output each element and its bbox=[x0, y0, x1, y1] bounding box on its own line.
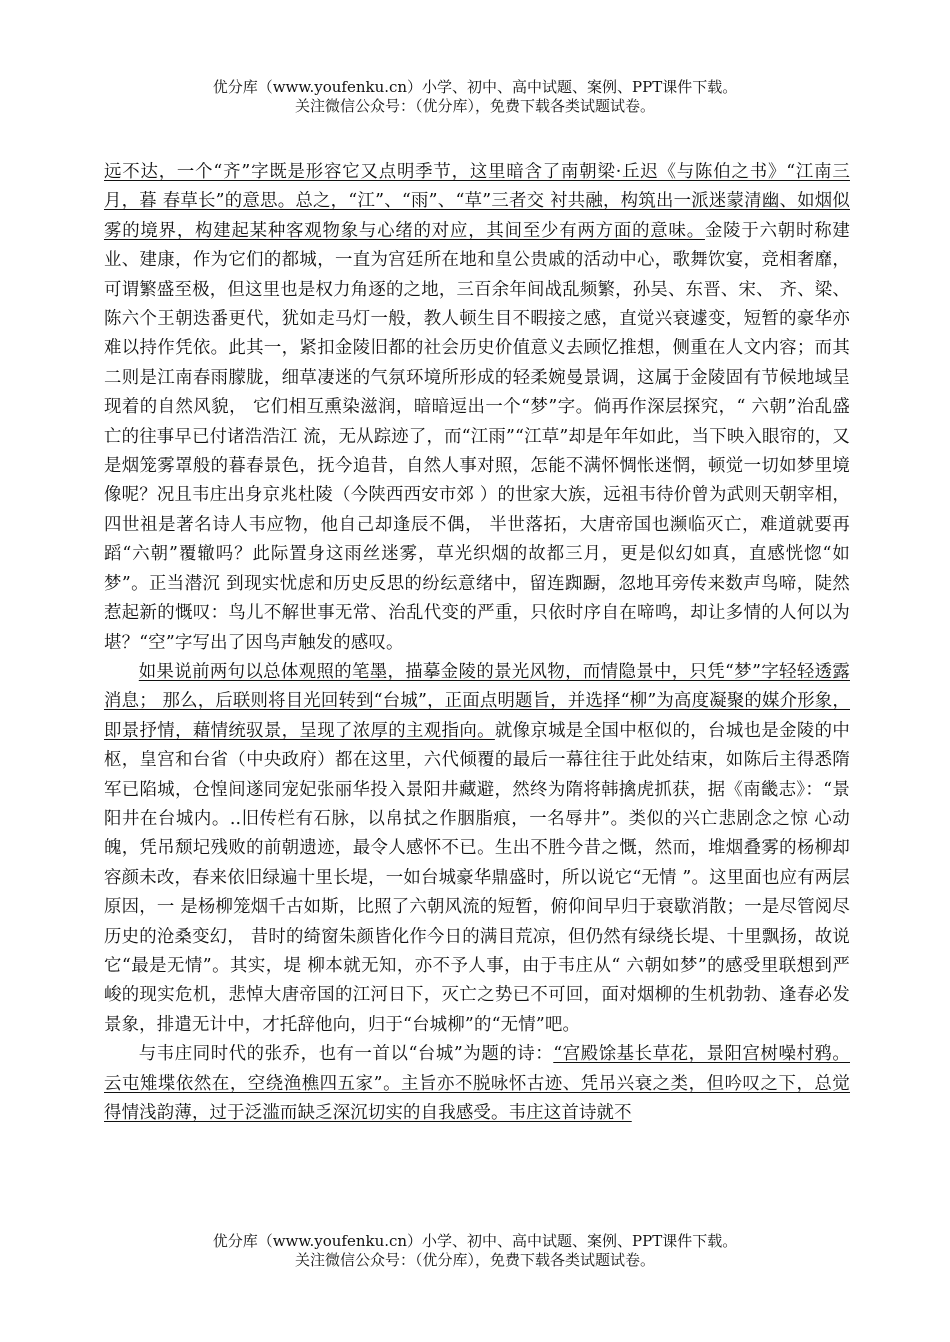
header-line-1: 优分库（www.youfenku.cn）小学、初中、高中试题、案例、PPT课件下载。 bbox=[212, 78, 738, 96]
paragraph-3-text: 与韦庄同时代的张乔，也有一首以“台城”为题的诗： bbox=[138, 1044, 554, 1065]
footer-line-1: 优分库（www.youfenku.cn）小学、初中、高中试题、案例、PPT课件下载。 bbox=[212, 1232, 738, 1250]
paragraph-3 bbox=[104, 1040, 850, 1128]
underlined-passage-3: “宫殿馀基长草花，景阳宫树噪村鸦。云屯雉堞依然在，空绕渔樵四五家”。主旨亦不脱咏怀古迹、凭吊兴衰之类，但吟叹之下，总觉得情浅韵薄，过于泛滥而缺乏深沉切实的自我感受。韦庄这首诗就不 bbox=[104, 1044, 850, 1123]
page-footer bbox=[0, 1232, 950, 1270]
underlined-passage-1: 远不达，一个“齐”字既是形容它又点明季节，这里暗含了南朝梁·丘迟《与陈伯之书》“江南三月，暮 春草长”的意思。总之，“江”、“雨”、“草”三者交 衬共融，构筑出一派迷蒙清幽、如烟似雾的境界，构建起某种客观物象与心绪的对应，其间至少有两方面的意味。 bbox=[104, 162, 850, 241]
paragraph-1-text: 金陵于六朝时称建业、建康，作为它们的都城，一直为宫廷所在地和皇公贵戚的活动中心，歌舞饮宴，竞相奢靡，可谓繁盛至极，但这里也是权力角逐的之地，三百余年间战乱频繁，孙吴、东晋、宋、 齐、梁、陈六个王朝迭番更代，犹如走马灯一般，教人顿生目不暇接之感，直觉兴衰遽变，短暂的豪华亦难以持作凭依。此其一，紧扣金陵旧都的社会历史价值意义去顾忆推想，侧重在人文内容；而其二则是江南春雨朦胧，细草凄迷的气氛环境所形成的轻柔婉曼景调，这属于金陵固有节候地域呈现着的自然风貌， 它们相互熏染滋润，暗暗逗出一个“梦”字。倘再作深层探究，“ 六朝”治乱盛亡的往事早已付诸浩浩江 流，无从踪迹了，而“江雨”“江草”却是年年如此，当下映入眼帘的，又是烟笼雾罩般的暮春景色，抚今追昔，自然人事对照，怎能不满怀惆怅迷惘，顿觉一切如梦里境像呢？况且韦庄出身京兆杜陵（今陕西西安市郊 ）的世家大族，远祖韦待价曾为武则天朝宰相，四世祖是著名诗人韦应物，他自己却逢辰不偶， 半世落拓，大唐帝国也濒临灭亡，难道就要再蹈“六朝”覆辙吗？此际置身这雨丝迷雾，草光织烟的故都三月，更是似幻如真，直感恍惚“如梦”。正当潜沉 到现实忧虑和历史反思的纷纭意绪中，留连踟蹰，忽地耳旁传来数声鸟啼，陡然惹起新的慨叹：鸟儿不解世事无常、治乱代变的严重，只依时序自在啼鸣，却让多情的人何以为堪？“空”字写出了因鸟声触发的感叹。 bbox=[104, 220, 850, 653]
paragraph-2-text: 就像京城是全国中枢似的，台城也是金陵的中枢，皇宫和台省（中央政府）都在这里，六代倾覆的最后一幕往往于此处结束，如陈后主得悉隋军已陷城，仓惶间遂同宠妃张丽华投入景阳井藏避，然终为隋将韩擒虎抓获，据《南畿志》：“景阳井在台城内。..旧传栏有石脉，以帛拭之作胭脂痕，一名辱井”。类似的兴亡悲剧念之惊 心动魄，凭吊颓圮残败的前朝遗迹，最令人感怀不已。生出不胜今昔之慨，然而，堆烟叠雾的杨柳却容颜未改，春来依旧绿遍十里长堤，一如台城豪华鼎盛时，所以说它“无情 ”。这里面也应有两层原因，一 是杨柳笼烟千古如斯，比照了六朝风流的短暂，俯仰间早归于衰歇消散；一是尽管阅尽历史的沧桑变幻， 昔时的绮窗朱颜皆化作今日的满目荒凉，但仍然有绿绕长堤、十里飘扬，故说它“最是无情”。其实，堤 柳本就无知，亦不予人事，由于韦庄从“ 六朝如梦”的感受里联想到严峻的现实危机，悲悼大唐帝国的江河日下，灭亡之势已不可回，面对烟柳的生机勃勃、逢春必发景象，排遣无计中，才托辞他向，归于“台城柳”的“无情”吧。 bbox=[104, 720, 850, 1035]
article-body bbox=[104, 158, 850, 1128]
footer-line-2: 关注微信公众号：（优分库），免费下载各类试题试卷。 bbox=[294, 1251, 655, 1269]
page-header bbox=[0, 78, 950, 116]
underlined-passage-2: 如果说前两句以总体观照的笔墨，描摹金陵的景光风物，而情隐景中，只凭“梦”字轻轻透露消息； 那么，后联则将目光回转到“台城”，正面点明题旨，并选择“柳”为高度凝聚的媒介形象，即景抒情，藉情统驭景，呈现了浓厚的主观指向。 bbox=[104, 661, 850, 741]
paragraph-2 bbox=[104, 658, 850, 1040]
paragraph-1 bbox=[104, 158, 850, 658]
header-line-2: 关注微信公众号：（优分库），免费下载各类试题试卷。 bbox=[294, 97, 655, 115]
